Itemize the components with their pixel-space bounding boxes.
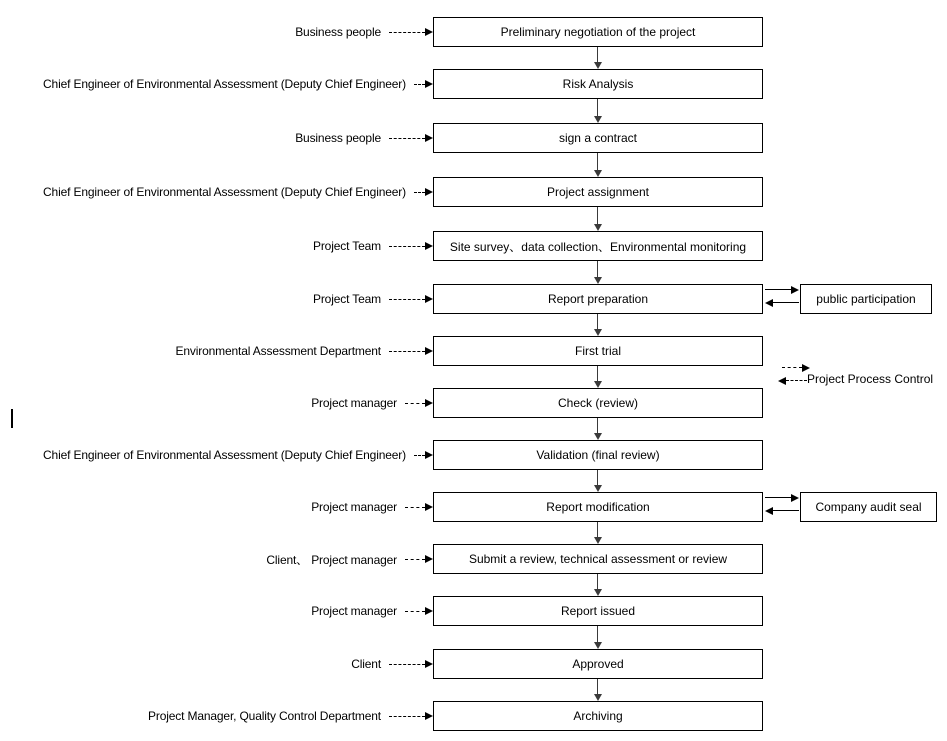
down-arrow-icon: [591, 153, 604, 177]
flow-row-7: [0, 336, 763, 366]
role-label: Business people: [295, 131, 381, 145]
public-participation-box: public participation: [800, 284, 932, 314]
dashed-arrow-right-icon: [389, 712, 433, 720]
role-label: Chief Engineer of Environmental Assessment (Deputy Chief Engineer): [43, 448, 406, 462]
role-label: Environmental Assessment Department: [175, 344, 381, 358]
down-arrow-icon: [591, 626, 604, 649]
flow-row-8: [0, 388, 763, 418]
down-arrow-icon: [591, 314, 604, 336]
flow-row-9: [0, 440, 763, 470]
flow-row-10: [0, 492, 763, 522]
role-label: Chief Engineer of Environmental Assessment (Deputy Chief Engineer): [43, 77, 406, 91]
dashed-arrow-right-icon: [389, 347, 433, 355]
dashed-arrow-right-icon: [389, 242, 433, 250]
flow-step-box: Approved: [433, 649, 763, 679]
flow-row-14: [0, 701, 763, 731]
role-label: Project manager: [311, 396, 397, 410]
arrow-right-icon: [765, 493, 799, 502]
role-label: Project Team: [312, 239, 381, 253]
arrow-left-icon: [765, 298, 799, 307]
down-arrow-icon: [591, 522, 604, 544]
dashed-arrow-right-icon: [782, 363, 810, 372]
flow-step-box: Risk Analysis: [433, 69, 763, 99]
down-arrow-icon: [591, 366, 604, 388]
dashed-arrow-left-icon: [778, 376, 807, 385]
arrow-left-icon: [765, 506, 799, 515]
dashed-arrow-right-icon: [405, 503, 433, 511]
dashed-arrow-right-icon: [405, 399, 433, 407]
down-arrow-icon: [591, 470, 604, 492]
dashed-arrow-right-icon: [389, 134, 433, 142]
dashed-arrow-right-icon: [414, 188, 433, 196]
flow-row-12: [0, 596, 763, 626]
down-arrow-icon: [591, 207, 604, 231]
flow-step-box: sign a contract: [433, 123, 763, 153]
down-arrow-icon: [591, 99, 604, 123]
flow-step-box: Report modification: [433, 492, 763, 522]
dashed-arrow-right-icon: [389, 660, 433, 668]
flow-step-box: Project assignment: [433, 177, 763, 207]
flow-row-5: [0, 231, 763, 261]
dashed-arrow-right-icon: [405, 607, 433, 615]
role-label: Chief Engineer of Environmental Assessment (Deputy Chief Engineer): [43, 185, 406, 199]
flow-step-box: Report preparation: [433, 284, 763, 314]
dashed-arrow-right-icon: [405, 555, 433, 563]
dashed-arrow-right-icon: [414, 451, 433, 459]
flow-row-13: [0, 649, 763, 679]
flow-step-box: Report issued: [433, 596, 763, 626]
flow-row-1: [0, 17, 763, 47]
flow-step-box: Site survey、data collection、Environmental monitoring: [433, 231, 763, 261]
flow-row-2: [0, 69, 763, 99]
flow-row-6: [0, 284, 763, 314]
flow-step-box: Submit a review, technical assessment or review: [433, 544, 763, 574]
flow-row-3: [0, 123, 763, 153]
flow-step-box: Validation (final review): [433, 440, 763, 470]
company-audit-seal-box: Company audit seal: [800, 492, 937, 522]
down-arrow-icon: [591, 261, 604, 284]
down-arrow-icon: [591, 679, 604, 701]
flow-step-box: First trial: [433, 336, 763, 366]
flow-step-box: Archiving: [433, 701, 763, 731]
flow-row-11: [0, 544, 763, 574]
down-arrow-icon: [591, 574, 604, 596]
dashed-arrow-right-icon: [389, 295, 433, 303]
flow-step-box: Check (review): [433, 388, 763, 418]
down-arrow-icon: [591, 47, 604, 69]
flow-row-4: [0, 177, 763, 207]
text-cursor: [11, 409, 13, 428]
down-arrow-icon: [591, 418, 604, 440]
role-label: Client、 Project manager: [266, 552, 397, 567]
role-label: Project Team: [312, 292, 381, 306]
flow-step-box: Preliminary negotiation of the project: [433, 17, 763, 47]
arrow-right-icon: [765, 285, 799, 294]
role-label: Project Manager, Quality Control Department: [148, 709, 381, 723]
role-label: Client: [351, 657, 381, 671]
dashed-arrow-right-icon: [414, 80, 433, 88]
role-label: Business people: [295, 25, 381, 39]
role-label: Project manager: [311, 500, 397, 514]
role-label: Project manager: [311, 604, 397, 618]
project-process-control-label: Project Process Control: [807, 372, 934, 386]
dashed-arrow-right-icon: [389, 28, 433, 36]
